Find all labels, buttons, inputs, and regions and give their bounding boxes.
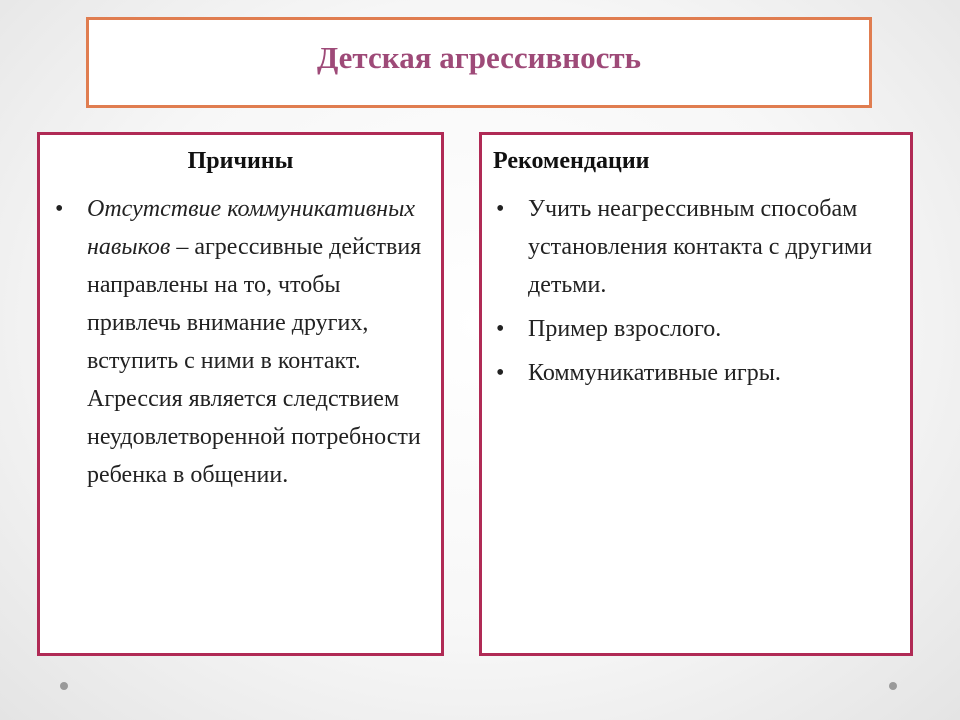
corner-dot-left xyxy=(60,682,68,690)
recommendations-list xyxy=(493,190,898,398)
title-box xyxy=(86,17,872,108)
cause-text: – агрессивные действия направлены на то, чтобы привлечь внимание других, вступить с ними в контакт. Агрессия является следствием неудовлетворенной потребности ребенка в общении. xyxy=(87,234,422,488)
causes-panel xyxy=(37,132,444,656)
recommendations-panel xyxy=(479,132,913,656)
list-item xyxy=(493,354,898,392)
bullet-icon: • xyxy=(55,196,64,222)
list-item xyxy=(493,190,898,304)
recommendation-text: Пример взрослого. xyxy=(528,316,722,342)
cause-emphasis: Отсутствие коммуникативных навыков xyxy=(87,196,415,260)
causes-list xyxy=(52,190,432,500)
slide-title: Детская агрессивность xyxy=(316,40,642,75)
list-item xyxy=(493,310,898,348)
bullet-icon: • xyxy=(496,316,505,342)
bullet-icon: • xyxy=(496,360,505,386)
recommendation-text: Коммуникативные игры. xyxy=(528,360,781,386)
bullet-icon: • xyxy=(496,196,505,222)
causes-heading: Причины xyxy=(187,148,294,174)
corner-dot-right xyxy=(889,682,897,690)
recommendation-text: Учить неагрессивным способам установления контакта с другими детьми. xyxy=(528,196,873,298)
list-item xyxy=(52,190,432,494)
recommendations-heading: Рекомендации xyxy=(493,148,650,174)
